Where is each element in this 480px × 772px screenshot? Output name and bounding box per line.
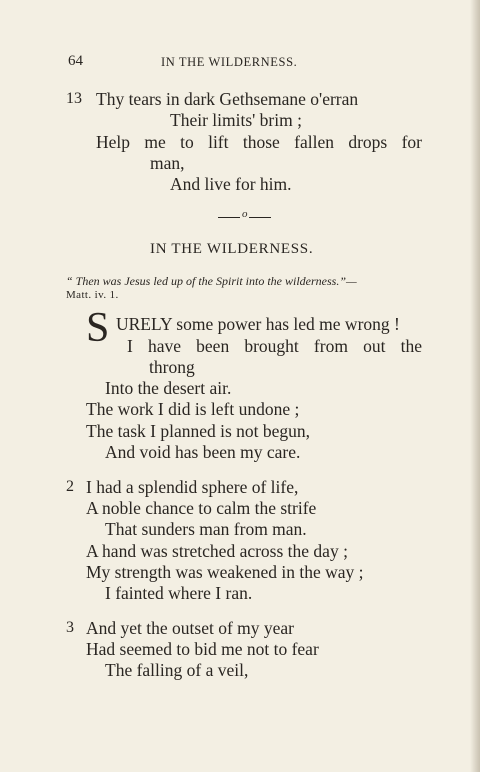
poem-title: IN THE WILDERNESS. <box>150 241 314 257</box>
stanza-number: 2 <box>66 478 74 495</box>
verse-line: Help me to lift those fallen drops for <box>96 132 422 152</box>
verse-line: My strength was weakened in the way ; <box>86 562 364 582</box>
page-header <box>68 53 328 73</box>
verse-line: That sunders man from man. <box>105 519 307 539</box>
divider-mark: o <box>242 208 248 220</box>
epigraph-reference: Matt. iv. 1. <box>66 289 119 301</box>
verse-line: I have been brought from out the <box>127 336 422 356</box>
verse-line: And live for him. <box>170 174 292 194</box>
page-number: 64 <box>68 53 83 69</box>
verse-line: A hand was stretched across the day ; <box>86 541 348 561</box>
stanza-number: 13 <box>66 90 82 107</box>
verse-line: The task I planned is not begun, <box>86 421 311 441</box>
drop-cap: S <box>86 305 110 351</box>
running-head: IN THE WILDERNESS. <box>161 55 298 69</box>
verse-line: man, <box>150 153 185 173</box>
verse-line: The work I did is left undone ; <box>86 399 300 419</box>
epigraph-quote: “ Then was Jesus led up of the Spirit into the wilderness.”— <box>66 274 357 288</box>
verse-line: Their limits' brim ; <box>170 110 302 130</box>
verse-line: Had seemed to bid me not to fear <box>86 639 319 659</box>
verse-line: And void has been my care. <box>105 442 301 462</box>
page-edge-shadow <box>470 0 480 772</box>
stanza-number: 3 <box>66 619 74 636</box>
verse-line: The falling of a veil, <box>105 660 249 680</box>
verse-line: I had a splendid sphere of life, <box>86 477 299 497</box>
verse-line: Into the desert air. <box>105 378 232 398</box>
verse-line: And yet the outset of my year <box>86 618 295 638</box>
verse-line: throng <box>149 357 195 377</box>
verse-line: I fainted where I ran. <box>105 583 253 603</box>
verse-line: URELY some power has led me wrong ! <box>116 314 400 334</box>
section-divider <box>218 208 274 222</box>
verse-line: A noble chance to calm the strife <box>86 498 317 518</box>
verse-line: Thy tears in dark Gethsemane o'erran <box>96 89 359 109</box>
